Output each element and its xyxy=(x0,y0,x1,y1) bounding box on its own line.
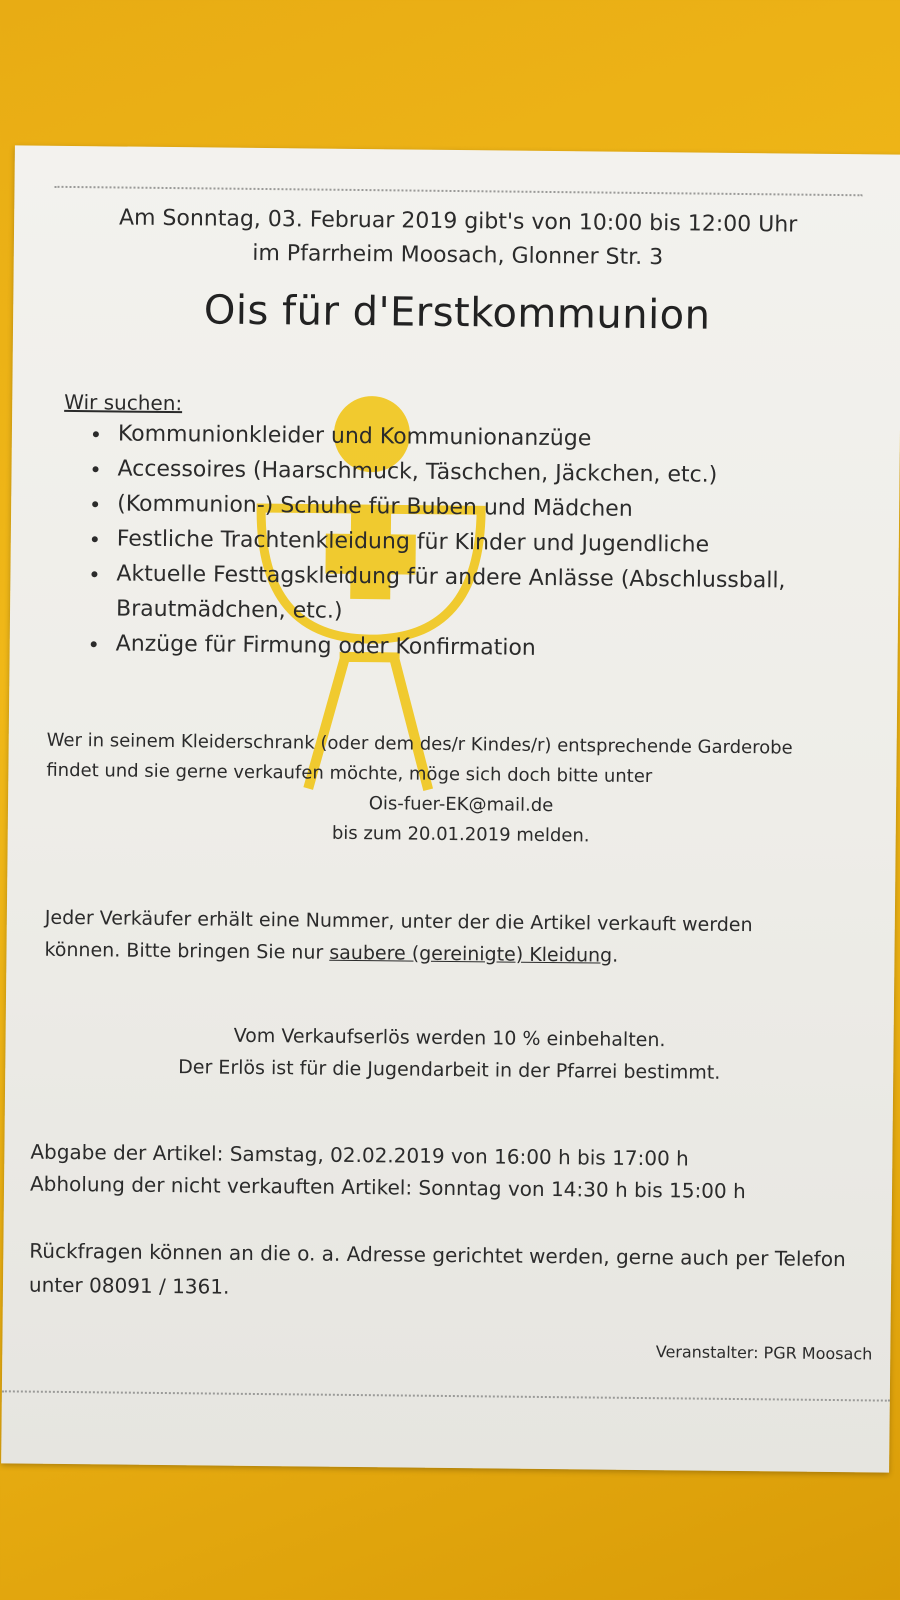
list-item: • Aktuelle Festtagskleidung für andere Anlässe (Abschlussball, Brautmädchen, etc.) xyxy=(110,556,871,634)
pickup-time: Abholung der nicht verkauften Artikel: Sonntag von 14:30 h bis 15:00 h xyxy=(29,1171,746,1204)
seller-line-1: Jeder Verkäufer erhält eine Nummer, unter der die Artikel verkauft werden xyxy=(44,906,753,937)
proceeds-line-2: Der Erlös ist für die Jugendarbeit in der Pfarrei bestimmt. xyxy=(178,1056,721,1084)
questions-line-2: unter 08091 / 1361. xyxy=(28,1272,230,1299)
flyer-title: Ois für d'Erstkommunion xyxy=(203,287,711,339)
questions-line-1: Rückfragen können an die o. a. Adresse gerichtet werden, gerne auch per Telefon xyxy=(29,1238,846,1272)
seller-line-2-prefix: können. Bitte bringen Sie nur xyxy=(44,938,330,964)
seller-paragraph xyxy=(44,902,865,975)
contact-email: Ois-fuer-EK@mail.de xyxy=(368,793,554,817)
contact-deadline: bis zum 20.01.2019 melden. xyxy=(331,822,590,847)
list-item: • Festliche Trachtenkleidung für Kinder und Jugendliche xyxy=(111,521,871,564)
wanted-heading: Wir suchen: xyxy=(64,389,183,416)
top-dotted-separator xyxy=(54,186,862,196)
list-item: • (Kommunion-) Schuhe für Buben und Mädchen xyxy=(111,486,871,529)
organizer-credit: Veranstalter: PGR Moosach xyxy=(655,1342,873,1364)
event-header xyxy=(14,200,900,277)
seller-line-2-suffix: . xyxy=(612,944,619,967)
list-item: • Accessoires (Haarschmuck, Täschchen, Jäckchen, etc.) xyxy=(111,451,871,494)
clean-clothing-note: saubere (gereinigte) Kleidung xyxy=(329,941,613,967)
contact-line-1: Wer in seinem Kleiderschrank (oder dem des/r Kindes/r) entsprechende Garderobe xyxy=(46,729,793,759)
bottom-dotted-separator xyxy=(2,1390,890,1401)
event-location-line: im Pfarrheim Moosach, Glonner Str. 3 xyxy=(252,240,664,271)
proceeds-note xyxy=(5,1017,894,1090)
list-item: • Anzüge für Firmung oder Konfirmation xyxy=(110,626,870,669)
schedule xyxy=(30,1136,746,1207)
contact-line-2: findet und sie gerne verkaufen möchte, möge sich doch bitte unter xyxy=(46,759,653,788)
flyer-sheet xyxy=(1,145,900,1472)
wanted-list xyxy=(80,416,873,669)
event-date-line: Am Sonntag, 03. Februar 2019 gibt's von 10:00 bis 12:00 Uhr xyxy=(118,205,798,238)
questions-note xyxy=(29,1234,870,1311)
contact-paragraph xyxy=(46,726,877,855)
dropoff-time: Abgabe der Artikel: Samstag, 02.02.2019 von 16:00 h bis 17:00 h xyxy=(30,1139,689,1171)
list-item: • Kommunionkleider und Kommunionanzüge xyxy=(112,416,872,459)
proceeds-line-1: Vom Verkaufserlös werden 10 % einbehalten. xyxy=(233,1024,666,1052)
